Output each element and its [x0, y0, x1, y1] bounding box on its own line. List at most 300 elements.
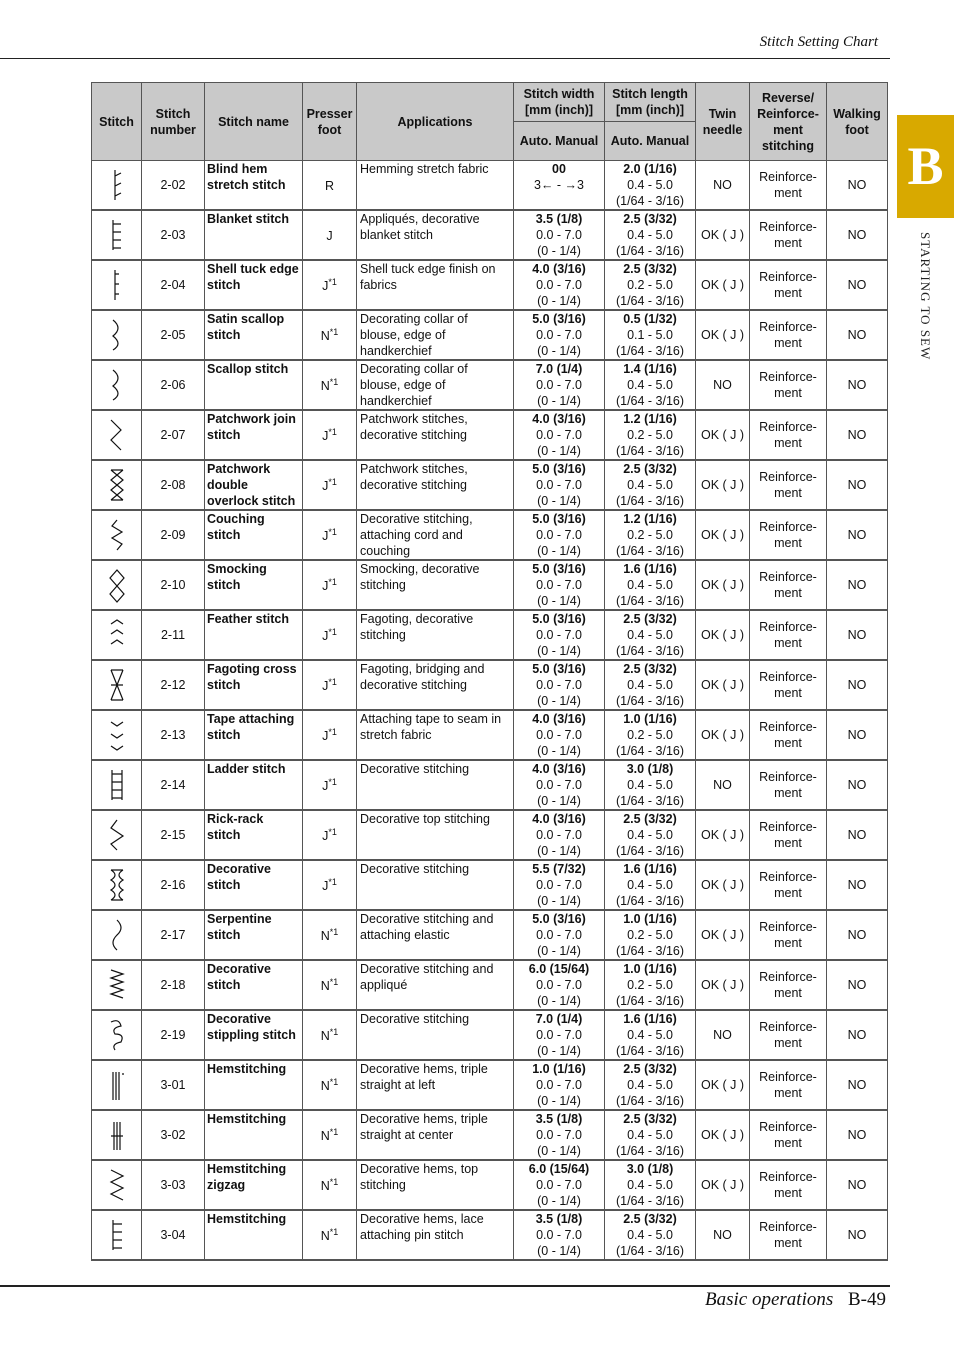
stitch-number: 2-10	[142, 560, 205, 610]
length-inch: (1/64 - 3/16)	[615, 344, 685, 358]
presser-foot	[303, 310, 357, 360]
presser-foot-letter: J	[322, 479, 329, 494]
length-inch: (1/64 - 3/16)	[615, 944, 685, 958]
table-row	[92, 710, 888, 760]
width-manual: 0.0 - 7.0	[536, 578, 582, 592]
presser-foot	[303, 210, 357, 260]
walking-foot: NO	[827, 1210, 888, 1260]
stitch-name: Ladder stitch	[205, 760, 303, 810]
stitch-setting-table	[91, 82, 888, 1261]
twin-needle: OK ( J )	[696, 1060, 750, 1110]
stitch-name: Blanket stitch	[205, 210, 303, 260]
stitch-width	[514, 460, 605, 510]
stitch-number: 2-17	[142, 910, 205, 960]
length-auto: 1.0 (1/16)	[623, 712, 677, 726]
presser-foot	[303, 610, 357, 660]
stitch-width	[514, 610, 605, 660]
walking-foot: NO	[827, 660, 888, 710]
twin-needle: NO	[696, 760, 750, 810]
length-auto: 1.2 (1/16)	[623, 412, 677, 426]
twin-needle: NO	[696, 360, 750, 410]
walking-foot: NO	[827, 610, 888, 660]
presser-foot	[303, 710, 357, 760]
width-inch: (0 - 1/4)	[537, 494, 581, 508]
twin-needle: OK ( J )	[696, 810, 750, 860]
length-inch: (1/64 - 3/16)	[615, 594, 685, 608]
width-manual: 0.0 - 7.0	[536, 1128, 582, 1142]
stitch-name: Hemstitching	[205, 1060, 303, 1110]
width-manual: 0.0 - 7.0	[536, 1028, 582, 1042]
applications: Decorative hems, triple straight at left	[357, 1060, 514, 1110]
hemstitch-left-icon	[107, 1066, 127, 1104]
presser-foot-note: *1	[328, 426, 337, 437]
width-auto: 00	[552, 162, 566, 176]
col-presser-foot: Presser foot	[303, 83, 357, 161]
feather-stitch-icon	[107, 616, 127, 654]
twin-needle: OK ( J )	[696, 510, 750, 560]
reverse-reinforcement: Reinforce-ment	[750, 410, 827, 460]
table-row	[92, 1160, 888, 1210]
stitch-width	[514, 1010, 605, 1060]
width-manual: 0.0 - 7.0	[536, 378, 582, 392]
table-row	[92, 210, 888, 260]
width-manual: 0.0 - 7.0	[536, 1228, 582, 1242]
walking-foot: NO	[827, 1010, 888, 1060]
length-manual: 0.4 - 5.0	[627, 1128, 673, 1142]
presser-foot-note: *1	[328, 526, 337, 537]
width-inch: (0 - 1/4)	[537, 794, 581, 808]
table-row	[92, 610, 888, 660]
stitch-length	[605, 710, 696, 760]
length-inch: (1/64 - 3/16)	[615, 1044, 685, 1058]
width-manual: 0.0 - 7.0	[536, 728, 582, 742]
length-inch: (1/64 - 3/16)	[615, 1244, 685, 1258]
stitch-name: Decorative stippling stitch	[205, 1010, 303, 1060]
reverse-reinforcement: Reinforce-ment	[750, 161, 827, 211]
width-auto: 6.0 (15/64)	[528, 962, 590, 976]
table-row	[92, 510, 888, 560]
width-auto: 4.0 (3/16)	[532, 712, 586, 726]
reverse-reinforcement: Reinforce-ment	[750, 1060, 827, 1110]
applications: Decorative stitching	[357, 1010, 514, 1060]
length-auto: 2.5 (3/32)	[623, 462, 677, 476]
width-inch: (0 - 1/4)	[537, 944, 581, 958]
rick-rack-icon	[107, 816, 127, 854]
stitch-width	[514, 760, 605, 810]
presser-foot-note: *1	[329, 1026, 339, 1037]
width-auto: 5.0 (3/16)	[532, 612, 586, 626]
couching-icon	[107, 516, 127, 554]
applications: Patchwork stitches, decorative stitching	[357, 410, 514, 460]
length-inch: (1/64 - 3/16)	[615, 744, 685, 758]
width-manual: 0.0 - 7.0	[536, 278, 582, 292]
col-applications: Applications	[357, 83, 514, 161]
stitch-length	[605, 860, 696, 910]
footer-rule	[0, 1285, 890, 1287]
twin-needle: NO	[696, 161, 750, 211]
stitch-number: 2-11	[142, 610, 205, 660]
width-manual: 0.0 - 7.0	[536, 1078, 582, 1092]
width-manual: 0.0 - 7.0	[536, 778, 582, 792]
width-manual: 0.0 - 7.0	[536, 628, 582, 642]
presser-foot-note: *1	[329, 976, 339, 987]
applications: Fagoting, decorative stitching	[357, 610, 514, 660]
stitch-name: Patchwork double overlock stitch	[205, 460, 303, 510]
length-manual: 0.2 - 5.0	[627, 278, 673, 292]
presser-foot	[303, 910, 357, 960]
width-manual: 3← - →3	[533, 178, 584, 192]
presser-foot	[303, 960, 357, 1010]
width-auto: 4.0 (3/16)	[532, 812, 586, 826]
length-manual: 0.4 - 5.0	[627, 578, 673, 592]
twin-needle: OK ( J )	[696, 310, 750, 360]
presser-foot	[303, 260, 357, 310]
stitch-icon-cell	[92, 1010, 142, 1060]
length-auto: 1.2 (1/16)	[623, 512, 677, 526]
width-inch: (0 - 1/4)	[537, 594, 581, 608]
applications: Decorative stitching and appliqué	[357, 960, 514, 1010]
stitch-length	[605, 910, 696, 960]
footer-section: Basic operations	[705, 1289, 834, 1310]
applications: Shell tuck edge finish on fabrics	[357, 260, 514, 310]
presser-foot-letter: N	[320, 379, 330, 394]
width-auto: 7.0 (1/4)	[535, 362, 583, 376]
stitch-width	[514, 410, 605, 460]
stitch-number: 2-04	[142, 260, 205, 310]
width-manual: 0.0 - 7.0	[536, 978, 582, 992]
stitch-width	[514, 710, 605, 760]
applications: Smocking, decorative stitching	[357, 560, 514, 610]
presser-foot-letter: N	[320, 1079, 330, 1094]
stitch-width	[514, 210, 605, 260]
walking-foot: NO	[827, 161, 888, 211]
stitch-length	[605, 260, 696, 310]
reverse-reinforcement: Reinforce-ment	[750, 260, 827, 310]
length-inch: (1/64 - 3/16)	[615, 394, 685, 408]
applications: Decorative stitching	[357, 760, 514, 810]
page-header-title: Stitch Setting Chart	[759, 34, 878, 50]
applications: Attaching tape to seam in stretch fabric	[357, 710, 514, 760]
applications: Decorative hems, triple straight at center	[357, 1110, 514, 1160]
twin-needle: NO	[696, 1010, 750, 1060]
length-manual: 0.4 - 5.0	[627, 178, 673, 192]
col-stitch: Stitch	[92, 83, 142, 161]
stitch-length	[605, 360, 696, 410]
stitch-number: 3-01	[142, 1060, 205, 1110]
length-auto: 2.5 (3/32)	[623, 1062, 677, 1076]
presser-foot-letter: N	[320, 1129, 330, 1144]
table-row	[92, 860, 888, 910]
stitch-name: Tape attaching stitch	[205, 710, 303, 760]
shell-tuck-icon	[107, 266, 127, 304]
stitch-width	[514, 360, 605, 410]
applications: Decorative hems, top stitching	[357, 1160, 514, 1210]
stitch-length	[605, 410, 696, 460]
length-auto: 2.5 (3/32)	[623, 812, 677, 826]
applications: Decorating collar of blouse, edge of handkerchief	[357, 310, 514, 360]
col-stitch-name: Stitch name	[205, 83, 303, 161]
table-row	[92, 410, 888, 460]
decorative-stitch-icon	[107, 866, 127, 904]
table-row	[92, 1010, 888, 1060]
stitch-name: Scallop stitch	[205, 360, 303, 410]
length-manual: 0.4 - 5.0	[627, 1028, 673, 1042]
presser-foot-note: *1	[329, 1226, 339, 1237]
presser-foot-letter: J	[322, 279, 329, 294]
walking-foot: NO	[827, 510, 888, 560]
stitch-icon-cell	[92, 710, 142, 760]
walking-foot: NO	[827, 760, 888, 810]
stitch-length	[605, 161, 696, 211]
stitch-icon-cell	[92, 860, 142, 910]
presser-foot-note: *1	[329, 376, 339, 387]
width-inch: (0 - 1/4)	[537, 1044, 581, 1058]
stitch-name: Shell tuck edge stitch	[205, 260, 303, 310]
presser-foot-letter: N	[320, 1029, 330, 1044]
stitch-length	[605, 210, 696, 260]
stitch-width	[514, 1160, 605, 1210]
reverse-reinforcement: Reinforce-ment	[750, 1210, 827, 1260]
presser-foot-letter: J	[322, 529, 329, 544]
length-inch: (1/64 - 3/16)	[615, 644, 685, 658]
length-inch: (1/64 - 3/16)	[615, 844, 685, 858]
presser-foot	[303, 1060, 357, 1110]
presser-foot	[303, 810, 357, 860]
length-auto: 1.4 (1/16)	[623, 362, 677, 376]
footer-page-number: B-49	[848, 1289, 886, 1310]
presser-foot-note: *1	[328, 726, 337, 737]
presser-foot	[303, 1210, 357, 1260]
presser-foot-letter: J	[322, 429, 329, 444]
width-auto: 3.5 (1/8)	[535, 212, 583, 226]
applications: Decorative hems, lace attaching pin stitch	[357, 1210, 514, 1260]
presser-foot-letter: N	[320, 1179, 330, 1194]
stitch-width	[514, 260, 605, 310]
col-stitch-width: Stitch width [mm (inch)]	[514, 83, 605, 122]
width-auto: 5.0 (3/16)	[532, 462, 586, 476]
reverse-reinforcement: Reinforce-ment	[750, 310, 827, 360]
stitch-name: Feather stitch	[205, 610, 303, 660]
stitch-width	[514, 810, 605, 860]
stitch-name: Serpentine stitch	[205, 910, 303, 960]
applications: Appliqués, decorative blanket stitch	[357, 210, 514, 260]
satin-scallop-icon	[107, 316, 127, 354]
page-footer	[705, 1289, 886, 1311]
stitch-number: 3-03	[142, 1160, 205, 1210]
hemstitch-pin-icon	[107, 1216, 127, 1254]
col-length-auto-manual: Auto. Manual	[605, 122, 696, 161]
presser-foot	[303, 660, 357, 710]
length-inch: (1/64 - 3/16)	[615, 1144, 685, 1158]
stitch-width	[514, 960, 605, 1010]
length-inch: (1/64 - 3/16)	[615, 1194, 685, 1208]
stitch-width	[514, 1110, 605, 1160]
width-manual: 0.0 - 7.0	[536, 528, 582, 542]
stitch-length	[605, 760, 696, 810]
length-manual: 0.4 - 5.0	[627, 628, 673, 642]
reverse-reinforcement: Reinforce-ment	[750, 510, 827, 560]
length-inch: (1/64 - 3/16)	[615, 994, 685, 1008]
length-manual: 0.4 - 5.0	[627, 678, 673, 692]
presser-foot-note: *1	[328, 826, 337, 837]
width-manual: 0.0 - 7.0	[536, 228, 582, 242]
walking-foot: NO	[827, 410, 888, 460]
width-auto: 7.0 (1/4)	[535, 1012, 583, 1026]
table-row	[92, 310, 888, 360]
width-manual: 0.0 - 7.0	[536, 428, 582, 442]
scallop-stitch-icon	[107, 366, 127, 404]
reverse-reinforcement: Reinforce-ment	[750, 1160, 827, 1210]
table-row	[92, 910, 888, 960]
reverse-reinforcement: Reinforce-ment	[750, 360, 827, 410]
presser-foot	[303, 460, 357, 510]
stitch-number: 2-09	[142, 510, 205, 560]
length-inch: (1/64 - 3/16)	[615, 544, 685, 558]
stitch-length	[605, 460, 696, 510]
presser-foot-letter: J	[322, 829, 329, 844]
width-inch: (0 - 1/4)	[537, 1094, 581, 1108]
presser-foot-letter: N	[320, 929, 330, 944]
width-auto: 5.0 (3/16)	[532, 912, 586, 926]
stitch-name: Couching stitch	[205, 510, 303, 560]
length-auto: 2.5 (3/32)	[623, 212, 677, 226]
stitch-number: 2-18	[142, 960, 205, 1010]
length-auto: 0.5 (1/32)	[623, 312, 677, 326]
width-inch: (0 - 1/4)	[537, 644, 581, 658]
length-auto: 1.0 (1/16)	[623, 962, 677, 976]
reverse-reinforcement: Reinforce-ment	[750, 960, 827, 1010]
reverse-reinforcement: Reinforce-ment	[750, 1110, 827, 1160]
table-row	[92, 560, 888, 610]
reverse-reinforcement: Reinforce-ment	[750, 810, 827, 860]
stitch-name: Hemstitching	[205, 1210, 303, 1260]
header-rule	[0, 58, 890, 59]
length-manual: 0.4 - 5.0	[627, 1228, 673, 1242]
length-manual: 0.4 - 5.0	[627, 828, 673, 842]
width-auto: 3.5 (1/8)	[535, 1212, 583, 1226]
length-auto: 3.0 (1/8)	[626, 1162, 674, 1176]
width-inch: (0 - 1/4)	[537, 444, 581, 458]
presser-foot-note: *1	[329, 326, 339, 337]
presser-foot-letter: J	[322, 879, 329, 894]
table-row	[92, 660, 888, 710]
table-row	[92, 810, 888, 860]
tape-attaching-icon	[107, 716, 127, 754]
length-auto: 2.5 (3/32)	[623, 262, 677, 276]
twin-needle: OK ( J )	[696, 910, 750, 960]
presser-foot-letter: J	[322, 579, 329, 594]
section-side-label: STARTING TO SEW	[918, 232, 933, 361]
width-manual: 0.0 - 7.0	[536, 328, 582, 342]
length-inch: (1/64 - 3/16)	[615, 894, 685, 908]
stitch-icon-cell	[92, 910, 142, 960]
length-auto: 2.0 (1/16)	[623, 162, 677, 176]
twin-needle: OK ( J )	[696, 610, 750, 660]
width-inch: (0 - 1/4)	[537, 294, 581, 308]
reverse-reinforcement: Reinforce-ment	[750, 610, 827, 660]
length-auto: 1.6 (1/16)	[623, 562, 677, 576]
table-row	[92, 760, 888, 810]
presser-foot	[303, 1110, 357, 1160]
stippling-icon	[107, 1016, 127, 1054]
width-manual: 0.0 - 7.0	[536, 828, 582, 842]
length-inch: (1/64 - 3/16)	[615, 1094, 685, 1108]
stitch-width	[514, 1060, 605, 1110]
stitch-length	[605, 1160, 696, 1210]
walking-foot: NO	[827, 1110, 888, 1160]
stitch-number: 2-03	[142, 210, 205, 260]
reverse-reinforcement: Reinforce-ment	[750, 860, 827, 910]
length-auto: 2.5 (3/32)	[623, 662, 677, 676]
length-inch: (1/64 - 3/16)	[615, 444, 685, 458]
stitch-icon-cell	[92, 810, 142, 860]
length-manual: 0.4 - 5.0	[627, 228, 673, 242]
presser-foot-note: *1	[328, 276, 337, 287]
width-auto: 5.0 (3/16)	[532, 512, 586, 526]
stitch-number: 2-07	[142, 410, 205, 460]
stitch-length	[605, 660, 696, 710]
stitch-icon-cell	[92, 360, 142, 410]
reverse-reinforcement: Reinforce-ment	[750, 710, 827, 760]
twin-needle: OK ( J )	[696, 210, 750, 260]
stitch-name: Hemstitching zigzag	[205, 1160, 303, 1210]
walking-foot: NO	[827, 560, 888, 610]
presser-foot-letter: N	[320, 979, 330, 994]
width-inch: (0 - 1/4)	[537, 1144, 581, 1158]
presser-foot	[303, 860, 357, 910]
width-manual: 0.0 - 7.0	[536, 878, 582, 892]
walking-foot: NO	[827, 1160, 888, 1210]
width-auto: 4.0 (3/16)	[532, 762, 586, 776]
table-row	[92, 1210, 888, 1260]
width-auto: 5.5 (7/32)	[532, 862, 586, 876]
double-overlock-icon	[107, 466, 127, 504]
length-manual: 0.4 - 5.0	[627, 378, 673, 392]
stitch-number: 2-15	[142, 810, 205, 860]
stitch-name: Decorative stitch	[205, 860, 303, 910]
length-manual: 0.2 - 5.0	[627, 528, 673, 542]
length-manual: 0.4 - 5.0	[627, 1178, 673, 1192]
stitch-number: 2-12	[142, 660, 205, 710]
presser-foot-letter: R	[324, 179, 335, 194]
presser-foot-note: *1	[329, 1076, 339, 1087]
length-inch: (1/64 - 3/16)	[615, 694, 685, 708]
width-auto: 4.0 (3/16)	[532, 412, 586, 426]
stitch-number: 2-14	[142, 760, 205, 810]
width-auto: 3.5 (1/8)	[535, 1112, 583, 1126]
stitch-length	[605, 960, 696, 1010]
presser-foot	[303, 560, 357, 610]
stitch-width	[514, 310, 605, 360]
length-manual: 0.4 - 5.0	[627, 1078, 673, 1092]
col-walking-foot: Walking foot	[827, 83, 888, 161]
stitch-number: 2-13	[142, 710, 205, 760]
table-row	[92, 1060, 888, 1110]
stitch-name: Rick-rack stitch	[205, 810, 303, 860]
presser-foot-note: *1	[328, 776, 337, 787]
length-auto: 1.0 (1/16)	[623, 912, 677, 926]
applications: Decorating collar of blouse, edge of handkerchief	[357, 360, 514, 410]
stitch-name: Blind hem stretch stitch	[205, 161, 303, 211]
presser-foot-letter: J	[326, 229, 333, 244]
col-width-auto-manual: Auto. Manual	[514, 122, 605, 161]
walking-foot: NO	[827, 1060, 888, 1110]
presser-foot	[303, 360, 357, 410]
applications: Decorative stitching, attaching cord and couching	[357, 510, 514, 560]
stitch-icon-cell	[92, 960, 142, 1010]
presser-foot-letter: N	[320, 1229, 330, 1244]
stitch-icon-cell	[92, 510, 142, 560]
